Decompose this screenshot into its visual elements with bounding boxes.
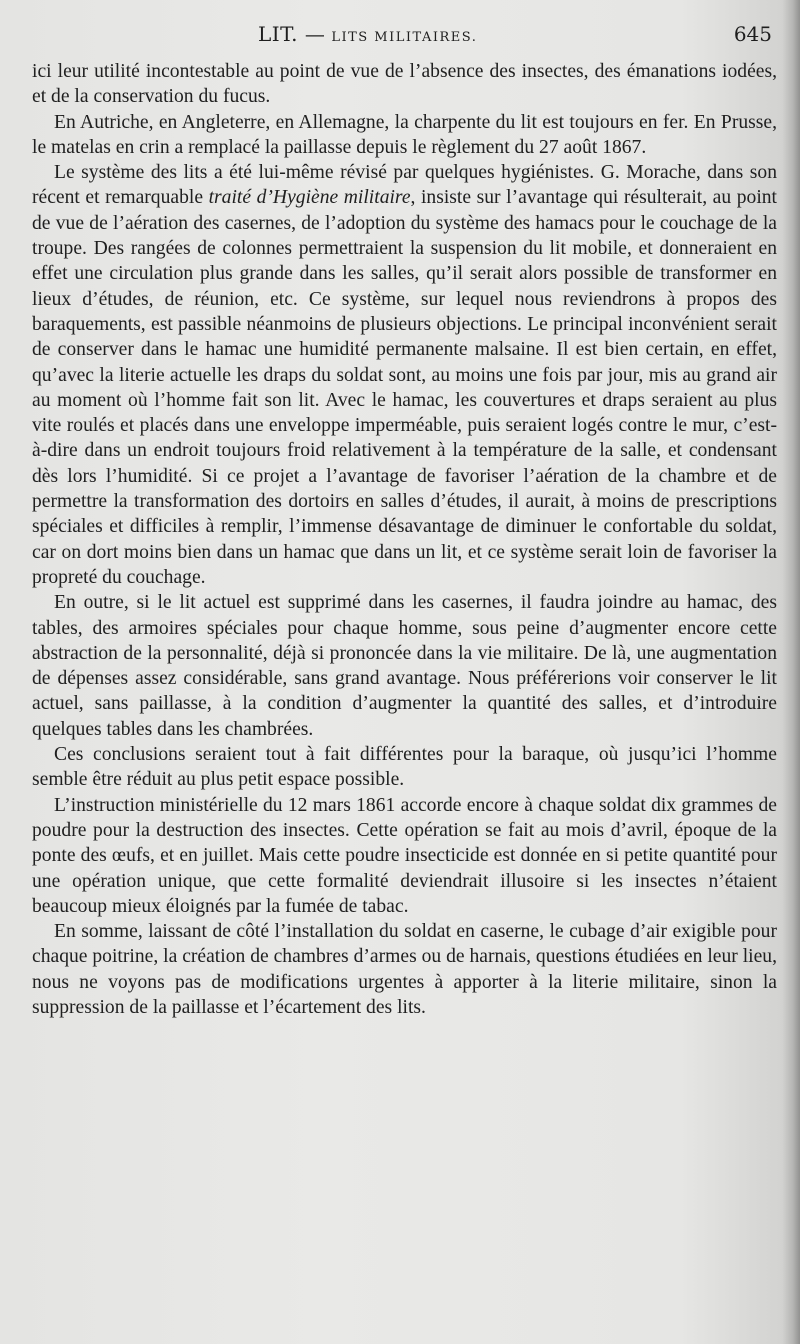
- paragraph-6: L’instruction ministérielle du 12 mars 1861 accorde encore à chaque soldat dix grammes de poudre pour la destruction des insectes. Cette opération se fait au mois d’avril, époque de la ponte des œufs, et en juillet. Mais cette poudre insecticide est donnée en si petite quantité pour une opération unique, que cette formalité deviendrait illusoire si les insectes n’étaient beaucoup mieux éloignés par la fumée de tabac.: [32, 794, 777, 917]
- book-title-italic: traité d’Hygiène militaire: [208, 187, 411, 209]
- header-title: LIT.: [258, 22, 298, 46]
- body-text: [32, 59, 777, 1020]
- paragraph-3-part-2: , insiste sur l’avantage qui résulterait, au point de vue de l’aération des casernes, de l’adoption du système des hamacs pour le couchage de la troupe. Des rangées de colonnes permettraient la suspension du lit mobile, et donneraient en effet une circulation plus grande dans les salles, qu’il serait alors possible de transformer en lieux d’études, de réunion, etc. Ce système, sur lequel nous reviendrons à propos des baraquements, est passible néanmoins de plusieurs objections. Le principal inconvénient serait de conserver dans le hamac une humidité permanente malsaine. Il est bien certain, en effet, qu’avec la literie actuelle les draps du soldat sont, au moins une fois par jour, mis au grand air au moment où l’homme fait son lit. Avec le hamac, les couvertures et draps seraient au plus vite roulés et placés dans une enveloppe imperméable, puis seraient logés contre le mur, c’est-à-dire dans un endroit toujours froid relativement à la température de la salle, et condensant dès lors l’humidité. Si ce projet a l’avantage de favoriser l’aération de la chambre et de permettre la transformation des dortoirs en salles d’études, il aurait, à moins de prescriptions spéciales et difficiles à remplir, l’immense désavantage de diminuer le confortable du soldat, car on dort moins bien dans un hamac que dans un lit, et ce système serait loin de favoriser la propreté du couchage.: [32, 187, 778, 588]
- page-gutter-shadow: [782, 0, 800, 1344]
- paragraph-2: En Autriche, en Angleterre, en Allemagne, la charpente du lit est toujours en fer. En Prusse, le matelas en crin a remplacé la paillasse depuis le règlement du 27 août 1867.: [32, 111, 777, 158]
- paragraph-5: Ces conclusions seraient tout à fait différentes pour la baraque, où jusqu’ici l’homme semble être réduit au plus petit espace possible.: [32, 744, 777, 791]
- paragraph-7: En somme, laissant de côté l’installation du soldat en caserne, le cubage d’air exigible pour chaque poitrine, la création de chambres d’armes ou de harnais, questions étudiées en leur lieu, nous ne voyons pas de modifications urgentes à apporter à la literie militaire, sinon la suppression de la paillasse et l’écartement des lits.: [32, 921, 777, 1018]
- paragraph-1: ici leur utilité incontestable au point de vue de l’absence des insectes, des émanations iodées, et de la conservation du fucus.: [32, 61, 777, 108]
- paragraph-3: [32, 160, 777, 590]
- header-section: LITS MILITAIRES.: [331, 30, 478, 45]
- running-header: [0, 22, 800, 52]
- header-dash: —: [304, 22, 326, 46]
- header-title-group: [258, 22, 477, 46]
- paragraph-4: En outre, si le lit actuel est supprimé dans les casernes, il faudra joindre au hamac, des tables, des armoires spéciales pour chaque homme, sous peine d’augmenter encore cette abstraction de la personnalité, déjà si prononcée dans la vie militaire. De là, une augmentation de dépenses assez considérable, sans grand avantage. Nous préférerions voir conserver le lit actuel, sans paillasse, à la condition d’augmenter la quantité des salles, et d’introduire quelques tables dans les chambrées.: [32, 592, 777, 740]
- paragraph-3-part-1: Le système des lits a été lui-même révisé par quelques hygiénistes. G. Morache, dans son récent et remarquable: [32, 162, 777, 209]
- page-number: 645: [733, 22, 772, 46]
